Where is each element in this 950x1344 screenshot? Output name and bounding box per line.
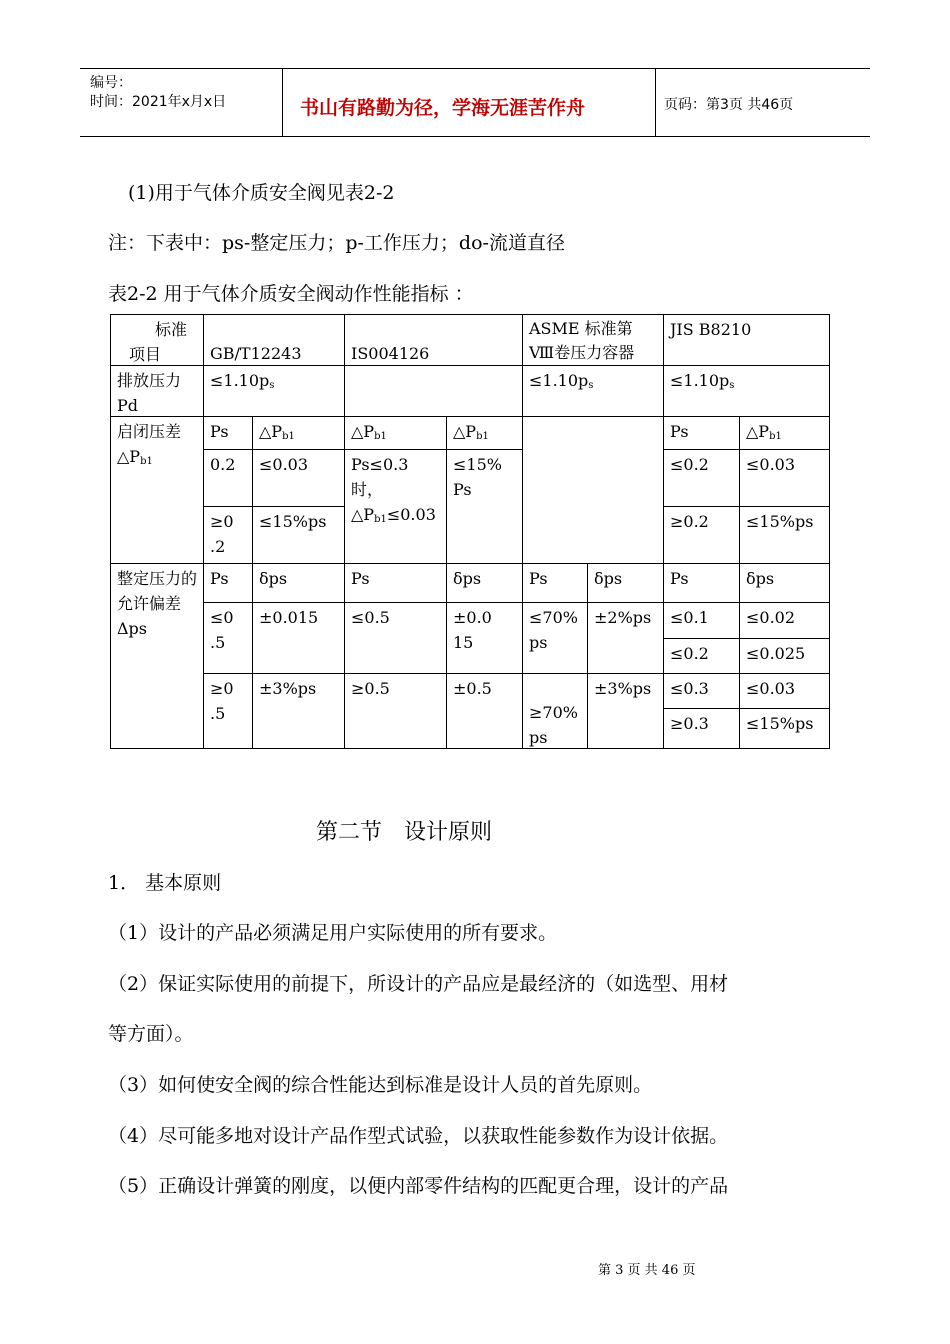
principle-4: （4）尽可能多地对设计产品作型式试验，以获取性能参数作为设计依据。 [108, 1125, 729, 1147]
blowdown-gb-dp-text: △P [259, 422, 283, 441]
header-number-label: 编号： [90, 75, 132, 91]
row-discharge-jis [663, 365, 830, 417]
setp-gb-d-head: δps [252, 563, 345, 603]
blowdown-jis-dp-text: △P [746, 422, 770, 441]
setp-jis-ps-b1: ≤0.3 [663, 673, 740, 709]
blowdown-gb-dp-head [252, 416, 345, 450]
section-heading: 1． 基本原则 [108, 872, 222, 894]
subscript-s: s [588, 380, 594, 391]
row-discharge-label: 排放压力Pd [110, 365, 204, 417]
setp-gb-d-b: ±3%ps [252, 673, 345, 749]
header-bottom-rule [80, 136, 870, 137]
table-caption: 表2-2 用于气体介质安全阀动作性能指标 ： [108, 283, 474, 305]
principle-2-cont: 等方面）。 [108, 1023, 194, 1045]
row-discharge-iso [344, 365, 523, 417]
setp-jis-d-a1: ≤0.02 [739, 602, 830, 639]
intro-paragraph: (1)用于气体介质安全阀见表2-2 [128, 182, 395, 204]
page-footer: 第 3 页 共 46 页 [598, 1263, 696, 1278]
blowdown-iso-text2: ≤0.03 [386, 505, 436, 524]
row-blowdown-label [110, 416, 204, 564]
blowdown-iso-dp-head-2 [446, 416, 523, 450]
note-paragraph: 注：下表中：ps-整定压力；p-工作压力；do-流道直径 [108, 232, 565, 254]
blowdown-gb-ps-head: Ps [203, 416, 253, 450]
blowdown-label-text: 启闭压差△P [117, 422, 182, 466]
discharge-gb-value: ≤1.10p [210, 371, 270, 390]
setp-iso-ps-b: ≥0.5 [344, 673, 447, 749]
blowdown-gb-ps-a: 0.2 [203, 449, 253, 507]
blowdown-gb-ps-b: ≥0 .2 [203, 506, 253, 564]
blowdown-gb-dp-b: ≤15%ps [252, 506, 345, 564]
blowdown-jis-ps-a: ≤0.2 [663, 449, 740, 507]
blowdown-gb-dp-a: ≤0.03 [252, 449, 345, 507]
header-item-bottom: 项目 [129, 345, 162, 364]
subscript-b1: b1 [476, 431, 489, 442]
blowdown-asme-empty [522, 416, 664, 564]
subscript-b1: b1 [769, 431, 782, 442]
subscript-b1: b1 [140, 456, 153, 467]
setp-jis-ps-a2: ≤0.2 [663, 638, 740, 674]
blowdown-jis-dp-a: ≤0.03 [739, 449, 830, 507]
blowdown-jis-ps-head: Ps [663, 416, 740, 450]
principle-5: （5）正确设计弹簧的刚度，以便内部零件结构的匹配更合理，设计的产品 [108, 1175, 729, 1197]
row-setpressure-label: 整定压力的允许偏差 Δps [110, 563, 204, 749]
table-header-gb: GB/T12243 [203, 314, 345, 366]
setp-asme-d-head: δps [587, 563, 664, 603]
header-divider-left [282, 68, 283, 136]
header-divider-right [655, 68, 656, 136]
setp-gb-ps-a: ≤0 .5 [203, 602, 253, 674]
subscript-s: s [729, 380, 735, 391]
setp-jis-ps-a1: ≤0.1 [663, 602, 740, 639]
setp-jis-d-b1: ≤0.03 [739, 673, 830, 709]
setp-jis-d-head: δps [739, 563, 830, 603]
blowdown-iso-dp1-text: △P [351, 422, 375, 441]
principle-3: （3）如何使安全阀的综合性能达到标准是设计人员的首先原则。 [108, 1074, 653, 1096]
setp-jis-d-b2: ≤15%ps [739, 708, 830, 749]
performance-table [110, 314, 830, 749]
table-header-iso: IS004126 [344, 314, 523, 366]
blowdown-iso-condition [344, 449, 447, 564]
setp-gb-d-a: ±0.015 [252, 602, 345, 674]
row-discharge-asme [522, 365, 664, 417]
setp-gb-ps-b: ≥0 .5 [203, 673, 253, 749]
principle-2: （2）保证实际使用的前提下，所设计的产品应是最经济的（如选型、用材 [108, 973, 729, 995]
blowdown-iso-pct: ≤15% Ps [446, 449, 523, 564]
row-discharge-gb [203, 365, 345, 417]
setp-iso-ps-head: Ps [344, 563, 447, 603]
setp-jis-ps-b2: ≥0.3 [663, 708, 740, 749]
header-motto: 书山有路勤为径，学海无涯苦作舟 [300, 97, 586, 119]
discharge-jis-value: ≤1.10p [670, 371, 730, 390]
header-item-top: 标准 [155, 320, 188, 339]
setp-jis-d-a2: ≤0.025 [739, 638, 830, 674]
subscript-b1: b1 [374, 514, 387, 525]
setp-gb-ps-head: Ps [203, 563, 253, 603]
setp-asme-ps-b: ≥70% ps [522, 673, 588, 749]
setp-jis-ps-head: Ps [663, 563, 740, 603]
blowdown-iso-dp2-text: △P [453, 422, 477, 441]
setp-iso-d-a: ±0.0 15 [446, 602, 523, 674]
header-top-rule [80, 68, 870, 69]
blowdown-jis-ps-b: ≥0.2 [663, 506, 740, 564]
subscript-b1: b1 [282, 431, 295, 442]
blowdown-iso-dp-head-1 [344, 416, 447, 450]
discharge-asme-value: ≤1.10p [529, 371, 589, 390]
subscript-s: s [269, 380, 275, 391]
setp-asme-d-a: ±2%ps [587, 602, 664, 674]
setp-asme-ps-head: Ps [522, 563, 588, 603]
setp-iso-ps-a: ≤0.5 [344, 602, 447, 674]
subscript-b1: b1 [374, 431, 387, 442]
blowdown-jis-dp-b: ≤15%ps [739, 506, 830, 564]
header-time-label: 时间：2021年x月x日 [90, 94, 227, 110]
principle-1: （1）设计的产品必须满足用户实际使用的所有要求。 [108, 922, 558, 944]
table-header-item [110, 314, 204, 366]
setp-asme-ps-a: ≤70% ps [522, 602, 588, 674]
header-page-info: 页码：第3页 共46页 [664, 97, 794, 113]
setp-asme-d-b: ±3%ps [587, 673, 664, 749]
setp-iso-d-head: δps [446, 563, 523, 603]
blowdown-iso-text1: Ps≤0.3时，△P [351, 455, 409, 524]
blowdown-jis-dp-head [739, 416, 830, 450]
section-title: 第二节 设计原则 [316, 820, 493, 845]
table-header-jis: JIS B8210 [663, 314, 830, 366]
table-header-asme: ASME 标准第Ⅷ卷压力容器 [522, 314, 664, 366]
setp-iso-d-b: ±0.5 [446, 673, 523, 749]
